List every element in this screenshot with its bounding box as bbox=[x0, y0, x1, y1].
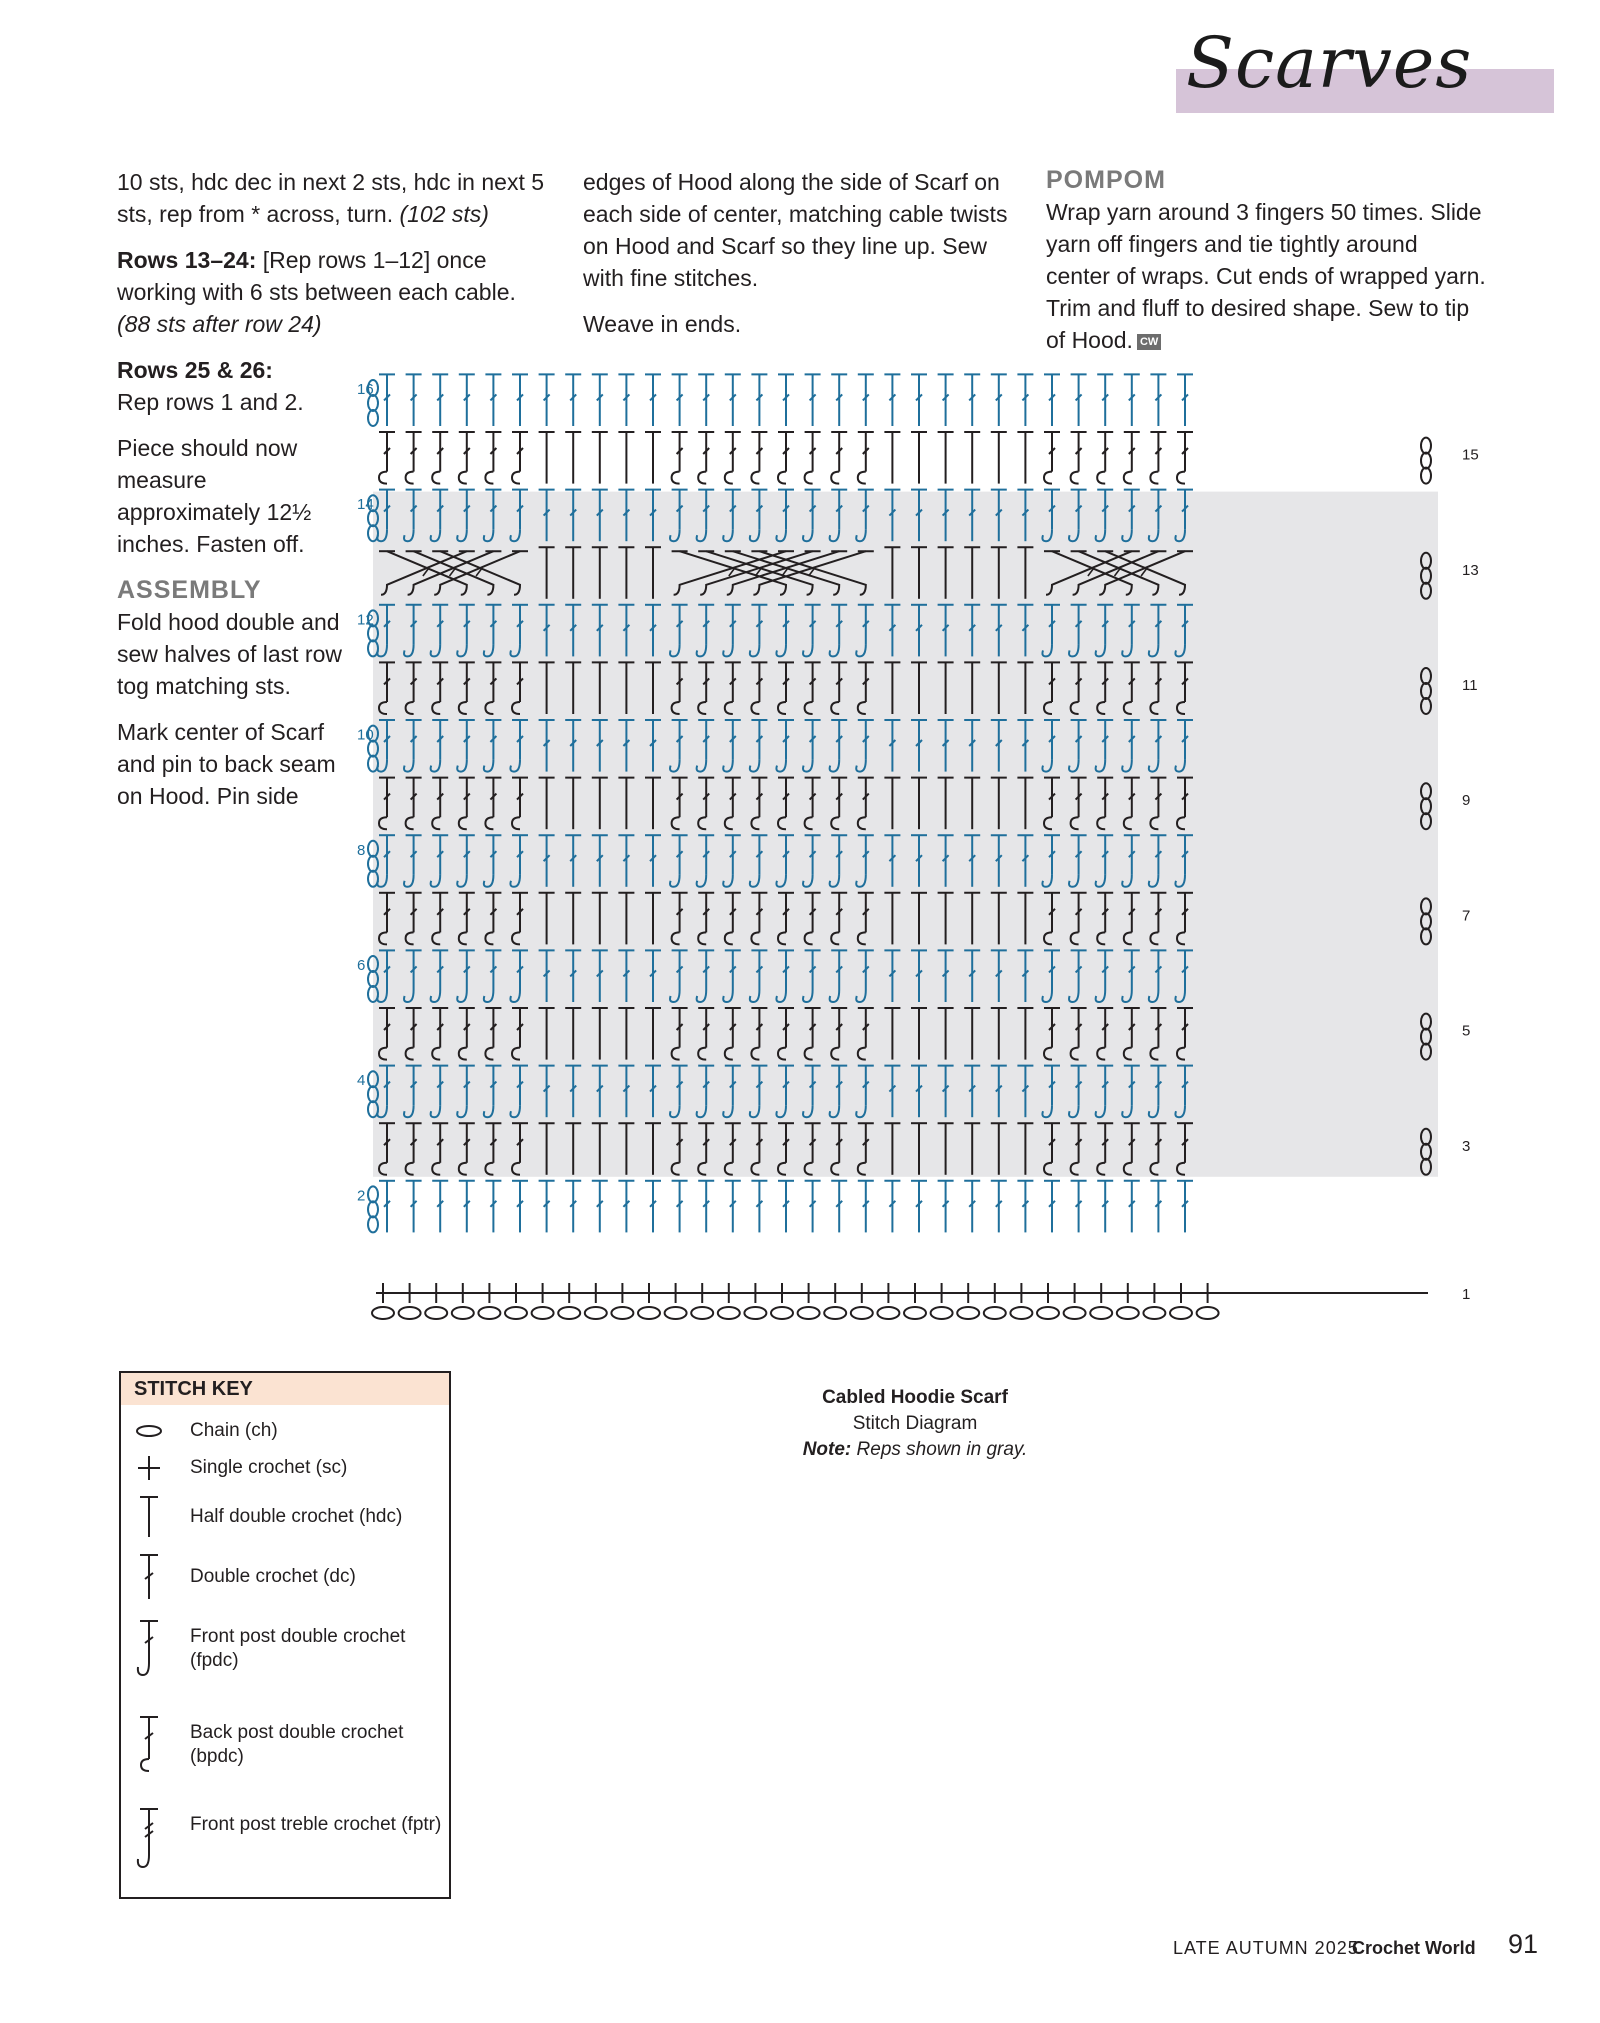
stitch-symbol bbox=[1124, 432, 1140, 484]
stitch-symbol bbox=[618, 374, 634, 426]
stitch-symbol bbox=[1017, 432, 1033, 484]
chain-stitch bbox=[1010, 1307, 1032, 1319]
stitch-symbol bbox=[618, 1181, 634, 1233]
repeat-shade bbox=[373, 492, 1438, 1177]
stitch-symbol bbox=[565, 1181, 581, 1233]
row-number-left: 10 bbox=[357, 726, 374, 744]
stitch-symbol bbox=[725, 1181, 741, 1233]
chain-stitch bbox=[558, 1307, 580, 1319]
page-number: 91 bbox=[1508, 1929, 1539, 1959]
stitch-symbol bbox=[432, 374, 448, 426]
turning-chain bbox=[368, 410, 378, 426]
chain-stitch bbox=[1090, 1307, 1112, 1319]
stitch-symbol bbox=[1097, 374, 1113, 426]
chain-stitch bbox=[399, 1307, 421, 1319]
row-number-right: 7 bbox=[1462, 907, 1471, 925]
caption-subtitle: Stitch Diagram bbox=[852, 1413, 978, 1434]
stitch-symbol bbox=[592, 374, 608, 426]
row-number-left: 8 bbox=[357, 841, 366, 859]
stitch-symbol bbox=[485, 374, 501, 426]
stitch-symbol bbox=[459, 432, 475, 484]
paragraph-row-12-end: 10 sts, hdc dec in next 2 sts, hdc in next 5 sts, rep from * across, turn. (102 sts) bbox=[117, 169, 545, 227]
stitch-symbol bbox=[672, 432, 688, 484]
front-post-dc-symbol-icon bbox=[135, 1617, 169, 1681]
stitch-symbol bbox=[911, 374, 927, 426]
chain-stitch bbox=[372, 1307, 394, 1319]
chain-stitch bbox=[824, 1307, 846, 1319]
paragraph-measure: Piece should now measure approximately 12½ inches. Fasten off. bbox=[117, 435, 312, 557]
row-number-left: 14 bbox=[357, 496, 374, 514]
stitch-symbol bbox=[672, 374, 688, 426]
chain-symbol-icon bbox=[135, 1417, 169, 1445]
chain-stitch bbox=[957, 1307, 979, 1319]
stitch-symbol bbox=[1150, 432, 1166, 484]
stitch-symbol bbox=[751, 1181, 767, 1233]
stitch-symbol bbox=[884, 1181, 900, 1233]
stitch-symbol bbox=[831, 1181, 847, 1233]
stitch-symbol bbox=[964, 374, 980, 426]
cw-end-badge: CW bbox=[1137, 334, 1161, 350]
stitch-symbol bbox=[1044, 1181, 1060, 1233]
stitch-symbol bbox=[1017, 1181, 1033, 1233]
chain-stitch bbox=[665, 1307, 687, 1319]
chain-stitch bbox=[744, 1307, 766, 1319]
stitch-symbol bbox=[672, 1181, 688, 1233]
paragraph-rows-25-26: Rows 25 & 26: Rep rows 1 and 2. bbox=[117, 357, 304, 415]
paragraph-assembly: Fold hood double and sew halves of last row tog matching sts. bbox=[117, 609, 342, 699]
stitch-symbol bbox=[938, 374, 954, 426]
stitch-symbol bbox=[884, 432, 900, 484]
chain-stitch bbox=[425, 1307, 447, 1319]
chain-stitch bbox=[1037, 1307, 1059, 1319]
stitch-symbol bbox=[751, 374, 767, 426]
stitch-symbol bbox=[991, 374, 1007, 426]
stitch-symbol bbox=[485, 1181, 501, 1233]
stitch-symbol bbox=[1124, 1181, 1140, 1233]
stitch-symbol bbox=[512, 432, 528, 484]
stitch-symbol bbox=[858, 432, 874, 484]
stitch-symbol bbox=[1044, 432, 1060, 484]
paragraph-weave: Weave in ends. bbox=[583, 311, 742, 337]
stitch-symbol bbox=[645, 1181, 661, 1233]
stitch-symbol bbox=[1177, 374, 1193, 426]
chain-stitch bbox=[1197, 1307, 1219, 1319]
stitch-symbol bbox=[778, 1181, 794, 1233]
row-number-right: 13 bbox=[1462, 561, 1479, 579]
chain-stitch bbox=[718, 1307, 740, 1319]
stitch-symbol bbox=[938, 432, 954, 484]
row-number-left: 16 bbox=[357, 381, 374, 398]
back-post-dc-symbol-icon bbox=[135, 1713, 169, 1777]
stitch-symbol bbox=[645, 432, 661, 484]
turning-chain bbox=[368, 1186, 378, 1202]
paragraph-rows-13-24: Rows 13–24: [Rep rows 1–12] once working with 6 sts between each cable. (88 sts after row 24) bbox=[117, 247, 516, 337]
chain-stitch bbox=[877, 1307, 899, 1319]
chain-stitch bbox=[798, 1307, 820, 1319]
stitch-symbol bbox=[459, 374, 475, 426]
stitch-symbol bbox=[698, 1181, 714, 1233]
chain-stitch bbox=[452, 1307, 474, 1319]
stitch-symbol bbox=[459, 1181, 475, 1233]
row-number-right: 11 bbox=[1462, 677, 1478, 694]
assembly-heading: ASSEMBLY bbox=[117, 576, 262, 604]
pompom-heading: POMPOM bbox=[1046, 166, 1166, 194]
paragraph-edges: edges of Hood along the side of Scarf on each side of center, matching cable twists on Hood and Scarf so they line up. Sew with fine stitches. bbox=[583, 169, 1008, 291]
diagram-caption bbox=[715, 1385, 1115, 1463]
stitch-symbol bbox=[698, 374, 714, 426]
stitch-symbol bbox=[565, 432, 581, 484]
stitch-symbol bbox=[432, 1181, 448, 1233]
stitch-symbol bbox=[1097, 1181, 1113, 1233]
half-double-crochet-symbol-icon bbox=[135, 1493, 169, 1541]
chain-stitch bbox=[532, 1307, 554, 1319]
stitch-symbol bbox=[911, 1181, 927, 1233]
stitch-symbol bbox=[565, 374, 581, 426]
stitch-symbol bbox=[539, 374, 555, 426]
row-number-right: 1 bbox=[1462, 1286, 1471, 1303]
double-crochet-symbol-icon bbox=[135, 1551, 169, 1603]
stitch-symbol bbox=[485, 432, 501, 484]
stitch-symbol bbox=[858, 1181, 874, 1233]
chain-stitch bbox=[931, 1307, 953, 1319]
stitch-symbol bbox=[512, 374, 528, 426]
footer-magazine: Crochet World bbox=[1352, 1938, 1476, 1958]
chain-stitch bbox=[1143, 1307, 1165, 1319]
stitch-key: STITCH KEY Chain (ch) Single crochet (sc) Half double crochet (hdc) Double crochet (dc) Front post double crochet (fpdc) Back post double crochet (bpdc) Front post treble crochet (fptr) bbox=[119, 1371, 451, 1899]
stitch-symbol bbox=[618, 432, 634, 484]
stitch-symbol bbox=[831, 432, 847, 484]
stitch-symbol bbox=[1071, 1181, 1087, 1233]
chain-stitch bbox=[1064, 1307, 1086, 1319]
stitch-symbol bbox=[1044, 374, 1060, 426]
chain-stitch bbox=[1117, 1307, 1139, 1319]
chain-stitch bbox=[851, 1307, 873, 1319]
stitch-symbol bbox=[964, 432, 980, 484]
stitch-symbol bbox=[938, 1181, 954, 1233]
stitch-symbol bbox=[592, 432, 608, 484]
chain-stitch bbox=[478, 1307, 500, 1319]
stitch-symbol bbox=[539, 1181, 555, 1233]
stitch-symbol bbox=[1177, 1181, 1193, 1233]
paragraph-pompom: Wrap yarn around 3 fingers 50 times. Slide yarn off fingers and tie tightly around center of wraps. Cut ends of wrapped yarn. Trim and fluff to desired shape. Sew to tip of Hood. CW bbox=[1046, 199, 1486, 353]
stitch-symbol bbox=[805, 374, 821, 426]
stitch-symbol bbox=[725, 374, 741, 426]
stitch-symbol bbox=[1150, 374, 1166, 426]
caption-title: Cabled Hoodie Scarf bbox=[822, 1387, 1008, 1408]
repeat-shading bbox=[373, 492, 1438, 1177]
turning-chain bbox=[1421, 453, 1431, 469]
stitch-symbol bbox=[991, 1181, 1007, 1233]
front-post-treble-symbol-icon bbox=[135, 1805, 169, 1875]
turning-chain bbox=[368, 1216, 378, 1232]
chain-stitch bbox=[585, 1307, 607, 1319]
stitch-symbol bbox=[805, 1181, 821, 1233]
stitch-symbol bbox=[1071, 432, 1087, 484]
stitch-symbol bbox=[539, 432, 555, 484]
chain-stitch bbox=[691, 1307, 713, 1319]
stitch-symbol bbox=[512, 1181, 528, 1233]
chain-stitch bbox=[984, 1307, 1006, 1319]
chain-stitch bbox=[1170, 1307, 1192, 1319]
chain-stitch bbox=[771, 1307, 793, 1319]
stitch-symbol bbox=[698, 432, 714, 484]
stitch-symbol bbox=[858, 374, 874, 426]
chain-stitch bbox=[611, 1307, 633, 1319]
stitch-symbol bbox=[964, 1181, 980, 1233]
row-number-left: 12 bbox=[357, 611, 374, 629]
stitch-symbol bbox=[379, 374, 395, 426]
stitch-symbol bbox=[1017, 374, 1033, 426]
row-number-left: 4 bbox=[357, 1072, 366, 1090]
row-number-left: 2 bbox=[357, 1187, 366, 1205]
stitch-symbol bbox=[379, 1181, 395, 1233]
stitch-symbol bbox=[379, 432, 395, 484]
stitch-symbol bbox=[1097, 432, 1113, 484]
turning-chain bbox=[1421, 438, 1431, 454]
stitch-symbol bbox=[751, 432, 767, 484]
stitch-symbol bbox=[725, 432, 741, 484]
turning-chain bbox=[1421, 468, 1431, 484]
row-number-left: 6 bbox=[357, 957, 366, 974]
stitch-symbol bbox=[1150, 1181, 1166, 1233]
chain-stitch bbox=[505, 1307, 527, 1319]
turning-chain bbox=[368, 1201, 378, 1217]
stitch-symbol bbox=[911, 432, 927, 484]
stitch-symbol bbox=[884, 374, 900, 426]
stitch-symbol bbox=[406, 374, 422, 426]
row-number-right: 9 bbox=[1462, 792, 1471, 810]
stitch-symbol bbox=[406, 432, 422, 484]
row-number-right: 3 bbox=[1462, 1137, 1471, 1155]
row-number-right: 5 bbox=[1462, 1022, 1471, 1040]
stitch-symbol bbox=[406, 1181, 422, 1233]
row-number-right: 15 bbox=[1462, 446, 1479, 464]
stitch-symbol bbox=[1124, 374, 1140, 426]
footer-issue: LATE AUTUMN 2025 bbox=[1173, 1938, 1359, 1958]
stitch-symbol bbox=[645, 374, 661, 426]
chain-stitch bbox=[904, 1307, 926, 1319]
single-crochet-symbol-icon bbox=[135, 1453, 169, 1483]
stitch-symbol bbox=[778, 374, 794, 426]
paragraph-mark-center: Mark center of Scarf and pin to back seam on Hood. Pin side bbox=[117, 719, 336, 809]
stitch-symbol bbox=[1071, 374, 1087, 426]
stitch-symbol bbox=[805, 432, 821, 484]
stitch-symbol bbox=[991, 432, 1007, 484]
stitch-key-title: STITCH KEY bbox=[121, 1373, 449, 1405]
section-title: Scarves bbox=[1186, 22, 1473, 104]
stitch-symbol bbox=[592, 1181, 608, 1233]
stitch-symbol bbox=[1177, 432, 1193, 484]
caption-note: Note: Reps shown in gray. bbox=[802, 1439, 1028, 1460]
stitch-symbol bbox=[432, 432, 448, 484]
stitch-symbol bbox=[778, 432, 794, 484]
chain-stitch bbox=[638, 1307, 660, 1319]
stitch-symbol bbox=[831, 374, 847, 426]
